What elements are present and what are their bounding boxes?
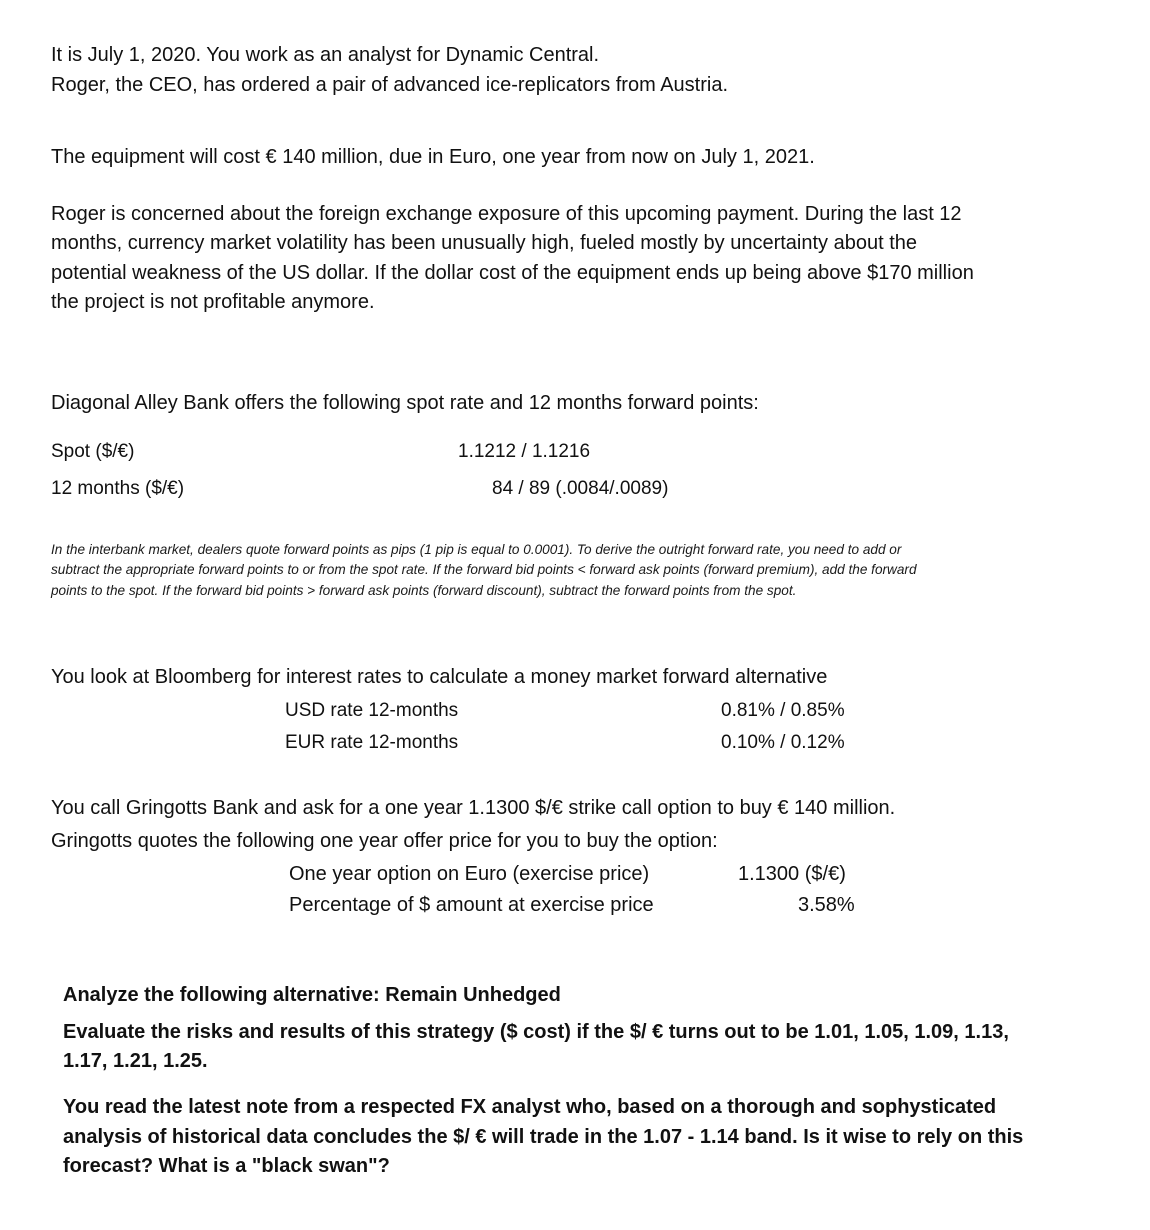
forward-points-note-line-3: points to the spot. If the forward bid points > forward ask points (forward discount), subtract the forward points from the spot.: [51, 583, 797, 598]
gringotts-line-1: You call Gringotts Bank and ask for a one year 1.1300 $/€ strike call option to buy € 140 million.: [51, 797, 896, 819]
concern-line-3: potential weakness of the US dollar. If the dollar cost of the equipment ends up being above $170 million: [51, 262, 974, 284]
question-forecast-line-1: You read the latest note from a respected FX analyst who, based on a thorough and sophysticated: [63, 1096, 997, 1118]
equipment-cost: The equipment will cost € 140 million, due in Euro, one year from now on July 1, 2021.: [51, 146, 815, 168]
usd-rate-value: 0.81% / 0.85%: [721, 700, 845, 721]
bloomberg-intro: You look at Bloomberg for interest rates to calculate a money market forward alternative: [51, 666, 828, 688]
usd-rate-label: USD rate 12-months: [285, 700, 459, 721]
concern-line-4: the project is not profitable anymore.: [51, 291, 375, 313]
spot-value: 1.1212 / 1.1216: [458, 441, 591, 462]
bank-intro: Diagonal Alley Bank offers the following spot rate and 12 months forward points:: [51, 392, 759, 414]
option-label: One year option on Euro (exercise price): [289, 863, 650, 885]
eur-rate-label: EUR rate 12-months: [285, 732, 459, 753]
intro-line-1: It is July 1, 2020. You work as an analyst for Dynamic Central.: [51, 44, 600, 66]
option-value: 1.1300 ($/€): [738, 863, 846, 885]
question-remain-unhedged: Analyze the following alternative: Remain Unhedged: [63, 984, 561, 1006]
percentage-value: 3.58%: [798, 894, 855, 916]
concern-line-1: Roger is concerned about the foreign exchange exposure of this upcoming payment. During the last 12: [51, 203, 962, 225]
forward-value: 84 / 89 (.0084/.0089): [492, 478, 669, 499]
question-evaluate-line-1: Evaluate the risks and results of this strategy ($ cost) if the $/ € turns out to be 1.01, 1.05, 1.09, 1.13,: [63, 1021, 1009, 1043]
question-forecast-line-2: analysis of historical data concludes the $/ € will trade in the 1.07 - 1.14 band. Is it wise to rely on this: [63, 1126, 1024, 1148]
percentage-label: Percentage of $ amount at exercise price: [289, 894, 654, 916]
eur-rate-value: 0.10% / 0.12%: [721, 732, 845, 753]
concern-line-2: months, currency market volatility has been unusually high, fueled mostly by uncertainty about the: [51, 232, 918, 254]
forward-points-note-line-2: subtract the appropriate forward points to or from the spot rate. If the forward bid points < forward ask points (forward premium), add the forward: [51, 562, 917, 577]
intro-line-2: Roger, the CEO, has ordered a pair of advanced ice-replicators from Austria.: [51, 74, 729, 96]
gringotts-line-2: Gringotts quotes the following one year offer price for you to buy the option:: [51, 830, 718, 852]
spot-label: Spot ($/€): [51, 441, 135, 462]
forward-points-note-line-1: In the interbank market, dealers quote forward points as pips (1 pip is equal to 0.0001). To derive the outright forward rate, you need to add or: [51, 542, 902, 557]
forward-label: 12 months ($/€): [51, 478, 185, 499]
question-forecast-line-3: forecast? What is a "black swan"?: [63, 1155, 390, 1177]
question-evaluate-line-2: 1.17, 1.21, 1.25.: [63, 1050, 208, 1072]
